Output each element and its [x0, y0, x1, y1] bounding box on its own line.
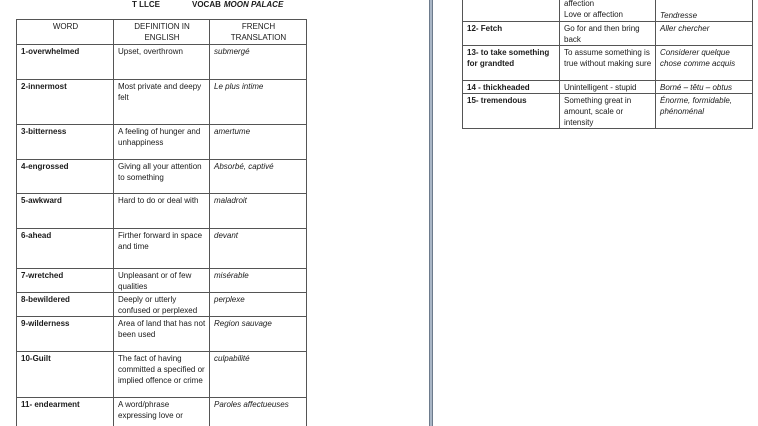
- french-cell: Absorbé, captivé: [210, 160, 307, 194]
- column-header-french: FRENCH TRANSLATION: [210, 20, 307, 45]
- document-page-right: [433, 0, 758, 426]
- table-row: [463, 0, 753, 22]
- french-cell: culpabilité: [210, 352, 307, 398]
- class-code: T LLCE: [132, 0, 160, 9]
- table-header-row: [17, 20, 307, 45]
- french-cell: devant: [210, 229, 307, 269]
- table-row: [17, 269, 307, 293]
- definition-cell: Firther forward in space and time: [114, 229, 210, 269]
- french-cell: Borné – têtu – obtus: [656, 81, 753, 94]
- word-cell: 4-engrossed: [17, 160, 114, 194]
- french-cell: amertume: [210, 125, 307, 160]
- definition-cell: A word/phrase expressing love or: [114, 398, 210, 426]
- definition-cell: Most private and deepy felt: [114, 80, 210, 125]
- definition-cell: Hard to do or deal with: [114, 194, 210, 229]
- word-cell: 2-innermost: [17, 80, 114, 125]
- word-cell: 13- to take something for grandted: [463, 46, 560, 81]
- french-cell: perplexe: [210, 293, 307, 317]
- definition-cell: affection Love or affection: [560, 0, 656, 22]
- word-cell: 14 - thickheaded: [463, 81, 560, 94]
- vocab-title: [192, 0, 283, 9]
- french-cell: Le plus intime: [210, 80, 307, 125]
- definition-cell: Upset, overthrown: [114, 45, 210, 80]
- definition-cell: The fact of having committed a specified or implied offence or crime: [114, 352, 210, 398]
- definition-cell: Something great in amount, scale or intensity: [560, 94, 656, 129]
- word-cell: 7-wretched: [17, 269, 114, 293]
- table-row: [17, 317, 307, 352]
- document-header: [0, 0, 429, 12]
- definition-cell: Area of land that has not been used: [114, 317, 210, 352]
- french-cell: misérable: [210, 269, 307, 293]
- column-header-definition: DEFINITION IN ENGLISH: [114, 20, 210, 45]
- word-cell: 5-awkward: [17, 194, 114, 229]
- french-cell: submergé: [210, 45, 307, 80]
- word-cell: 15- tremendous: [463, 94, 560, 129]
- french-cell: Énorme, formidable, phénoménal: [656, 94, 753, 129]
- word-cell: 8-bewildered: [17, 293, 114, 317]
- table-row: [17, 80, 307, 125]
- table-row: [463, 81, 753, 94]
- word-cell: 9-wilderness: [17, 317, 114, 352]
- column-header-word: WORD: [17, 20, 114, 45]
- table-row: [463, 94, 753, 129]
- french-cell: Paroles affectueuses: [210, 398, 307, 426]
- table-row: [17, 160, 307, 194]
- word-cell: 1-overwhelmed: [17, 45, 114, 80]
- french-cell: Tendresse: [656, 0, 753, 22]
- table-row: [463, 22, 753, 46]
- definition-cell: Giving all your attention to something: [114, 160, 210, 194]
- definition-cell: A feeling of hunger and unhappiness: [114, 125, 210, 160]
- vocab-table-right: [462, 0, 753, 129]
- vocab-label: VOCAB: [192, 0, 221, 9]
- table-row: [17, 398, 307, 426]
- french-cell: Considerer quelque chose comme acquis: [656, 46, 753, 81]
- word-cell: 11- endearment: [17, 398, 114, 426]
- definition-cell: Unintelligent - stupid: [560, 81, 656, 94]
- table-row: [463, 46, 753, 81]
- table-row: [17, 352, 307, 398]
- word-cell: 3-bitterness: [17, 125, 114, 160]
- word-cell: 10-Guilt: [17, 352, 114, 398]
- french-cell: Region sauvage: [210, 317, 307, 352]
- definition-cell: Unpleasant or of few qualities: [114, 269, 210, 293]
- word-cell: 6-ahead: [17, 229, 114, 269]
- word-cell: 12- Fetch: [463, 22, 560, 46]
- french-cell: maladroit: [210, 194, 307, 229]
- word-cell: [463, 0, 560, 22]
- definition-cell: Go for and then bring back: [560, 22, 656, 46]
- vocab-table-left: [16, 19, 307, 426]
- table-row: [17, 125, 307, 160]
- table-row: [17, 194, 307, 229]
- french-cell: Aller chercher: [656, 22, 753, 46]
- table-row: [17, 45, 307, 80]
- table-row: [17, 293, 307, 317]
- definition-cell: Deeply or utterly confused or perplexed: [114, 293, 210, 317]
- book-title: MOON PALACE: [223, 0, 284, 9]
- definition-cell: To assume something is true without making sure: [560, 46, 656, 81]
- table-row: [17, 229, 307, 269]
